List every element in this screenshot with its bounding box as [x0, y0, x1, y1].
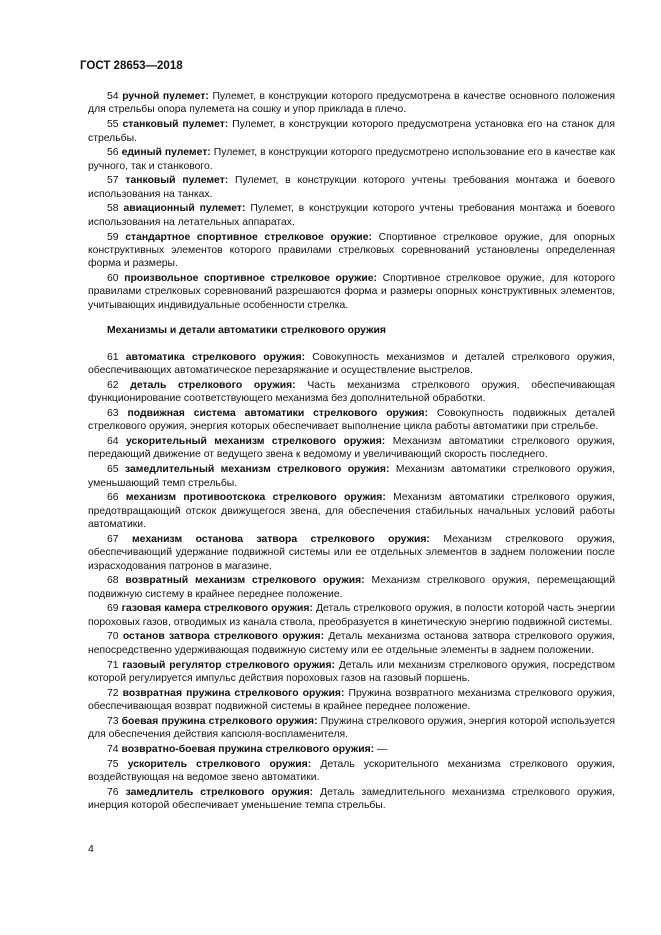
- term-entry: [88, 533, 615, 573]
- term-name: автоматика стрелкового оружия:: [125, 351, 306, 363]
- document-body: [88, 90, 615, 814]
- term-name: авиационный пулемет:: [123, 203, 246, 215]
- term-name: возвратная пружина стрелкового оружия:: [122, 687, 345, 699]
- terms-group-machine-guns: [88, 90, 615, 312]
- term-definition: Пулемет, в конструкции которого предусмотрено использование его в качестве как ручного, так и станкового.: [88, 147, 615, 172]
- term-name: станковый пулемет:: [122, 119, 229, 131]
- term-number: 61: [107, 351, 119, 363]
- page-number: 4: [88, 844, 94, 855]
- term-entry: [88, 463, 615, 490]
- document-header: ГОСТ 28653—2018: [80, 60, 183, 72]
- term-number: 57: [107, 175, 119, 187]
- term-entry: [88, 118, 615, 145]
- term-entry: [88, 715, 615, 742]
- term-name: замедлительный механизм стрелкового оружия:: [124, 464, 390, 476]
- term-number: 56: [107, 147, 119, 159]
- term-definition: —: [377, 743, 388, 755]
- term-number: 65: [107, 464, 119, 476]
- term-number: 54: [107, 91, 119, 102]
- term-definition: Спортивное стрелковое оружие, для которого правилами стрелковых соревнований разрешаются форма и размеры опорных конструктивных элементов, учитывающих индивидуальные особенности стрелка.: [88, 273, 616, 311]
- term-entry: [88, 272, 615, 312]
- term-name: стандартное спортивное стрелковое оружие:: [125, 231, 372, 243]
- term-number: 59: [107, 231, 119, 243]
- term-name: механизм останова затвора стрелкового оружия:: [132, 533, 430, 545]
- term-entry: [88, 90, 615, 117]
- term-entry: [88, 407, 615, 434]
- term-name: возвратно-боевая пружина стрелкового оружия:: [121, 743, 375, 755]
- term-number: 62: [107, 379, 119, 391]
- term-entry: [88, 491, 615, 531]
- term-name: деталь стрелкового оружия:: [130, 379, 296, 391]
- term-entry: [88, 630, 615, 657]
- term-name: произвольное спортивное стрелковое оружие:: [124, 273, 377, 285]
- term-definition: Спортивное стрелковое оружие, для опорных конструктивных элементов которого правилами стрелковых соревнований установлены определенная форма и размеры.: [88, 231, 616, 270]
- term-definition: Пулемет, в конструкции которого учтены требования монтажа и боевого использования на танках.: [88, 175, 615, 200]
- term-name: газовая камера стрелкового оружия:: [121, 603, 313, 615]
- term-definition: Механизм автоматики стрелкового оружия, предотвращающий отскок движущегося звена, для обеспечения стабильных начальных условий работы автоматики.: [88, 492, 615, 531]
- term-number: 75: [107, 758, 119, 770]
- term-definition: Деталь или механизм стрелкового оружия, посредством которой регулируется импульс действия пороховых газов на газовый поршень.: [88, 659, 615, 684]
- term-name: ускоритель стрелкового оружия:: [127, 758, 312, 770]
- term-number: 66: [107, 492, 119, 504]
- term-name: ускорительный механизм стрелкового оружия:: [126, 436, 386, 448]
- term-name: единый пулемет:: [121, 147, 211, 159]
- terms-group-automation: [88, 351, 615, 813]
- term-number: 67: [107, 533, 119, 545]
- term-number: 60: [107, 273, 119, 285]
- term-number: 72: [107, 687, 119, 699]
- term-name: танковый пулемет:: [125, 175, 229, 187]
- term-definition: Часть механизма стрелкового оружия, обеспечивающая функционирование соответствующего механизма без дополнительной обработки.: [88, 379, 615, 405]
- term-entry: [88, 202, 615, 229]
- term-definition: Деталь стрелкового оружия, в полости которой часть энергии пороховых газов, отводимых из канала ствола, преобразуется в кинетическую энергию подвижной системы.: [88, 603, 616, 628]
- term-definition: Деталь замедлительного механизма стрелкового оружия, инерция которой обеспечивает уменьшение темпа стрельбы.: [88, 786, 616, 812]
- term-definition: Пружина стрелкового оружия, энергия которой используется для обеспечения действия капсюля-воспламенителя.: [88, 715, 615, 741]
- term-definition: Пулемет, в конструкции которого предусмотрена установка его на станок для стрельбы.: [88, 119, 615, 144]
- term-name: ручной пулемет:: [122, 91, 209, 102]
- term-number: 74: [107, 743, 119, 755]
- term-definition: Совокупность механизмов и деталей стрелкового оружия, обеспечивающих автоматическое перезаряжание и осуществление выстрелов.: [88, 351, 616, 377]
- term-entry: [88, 351, 615, 378]
- term-name: боевая пружина стрелкового оружия:: [121, 715, 318, 727]
- term-definition: Механизм стрелкового оружия, перемещающий подвижную систему в крайнее переднее положение.: [88, 575, 616, 600]
- term-number: 64: [107, 436, 119, 448]
- term-number: 63: [107, 407, 119, 419]
- term-entry: [88, 758, 615, 785]
- term-entry: [88, 574, 615, 601]
- term-number: 71: [107, 659, 119, 671]
- term-entry: [88, 146, 615, 173]
- term-number: 58: [107, 203, 119, 215]
- term-entry: [88, 687, 615, 714]
- term-name: возвратный механизм стрелкового оружия:: [125, 575, 365, 587]
- term-name: газовый регулятор стрелкового оружия:: [122, 659, 335, 671]
- term-number: 55: [107, 119, 119, 131]
- term-definition: Пулемет, в конструкции которого учтены требования монтажа и боевого использования на летательных аппаратах.: [88, 203, 615, 228]
- term-number: 69: [107, 603, 119, 615]
- term-name: механизм противоотскока стрелкового оружия:: [125, 492, 386, 504]
- term-entry: [88, 231, 615, 271]
- term-definition: Деталь ускорительного механизма стрелкового оружия, воздействующая на ведомое звено автоматики.: [88, 758, 616, 784]
- term-name: подвижная система автоматики стрелкового оружия:: [127, 407, 428, 419]
- term-definition: Пулемет, в конструкции которого предусмотрена в качестве основного положения для стрельбы опора пулемета на сошку и упор приклада в плечо.: [88, 91, 615, 116]
- term-entry: [88, 602, 615, 629]
- term-entry: [88, 743, 615, 756]
- term-number: 76: [107, 786, 119, 798]
- term-definition: Механизм автоматики стрелкового оружия, передающий движение от ведущего звена к ведомому и увеличивающий скорость последнего.: [88, 436, 615, 461]
- term-entry: [88, 379, 615, 406]
- term-name: останов затвора стрелкового оружия:: [122, 631, 325, 643]
- term-number: 73: [107, 715, 119, 727]
- term-definition: Механизм стрелкового оружия, обеспечивающий удержание подвижной системы или ее отдельных элементов в заднем положении после израсходования патронов в магазине.: [88, 533, 616, 572]
- section-title: Механизмы и детали автоматики стрелкового оружия: [107, 325, 386, 337]
- term-entry: [88, 435, 615, 462]
- term-definition: Пружина возвратного механизма стрелкового оружия, обеспечивающая возврат подвижной системы в крайнее переднее положение.: [88, 687, 615, 713]
- term-number: 68: [107, 575, 119, 587]
- term-definition: Деталь механизма останова затвора стрелкового оружия, непосредственно удерживающая подвижную систему или ее отдельные элементы в заднем положении.: [88, 631, 615, 656]
- term-number: 70: [107, 631, 119, 643]
- term-definition: Механизм автоматики стрелкового оружия, уменьшающий темп стрельбы.: [88, 464, 616, 489]
- term-entry: [88, 174, 615, 201]
- term-name: замедлитель стрелкового оружия:: [125, 786, 314, 798]
- term-entry: [88, 659, 615, 686]
- term-entry: [88, 786, 615, 813]
- term-definition: Совокупность подвижных деталей стрелкового оружия, энергия которых обеспечивает выполнение цикла работы автоматики при стрельбе.: [88, 407, 616, 433]
